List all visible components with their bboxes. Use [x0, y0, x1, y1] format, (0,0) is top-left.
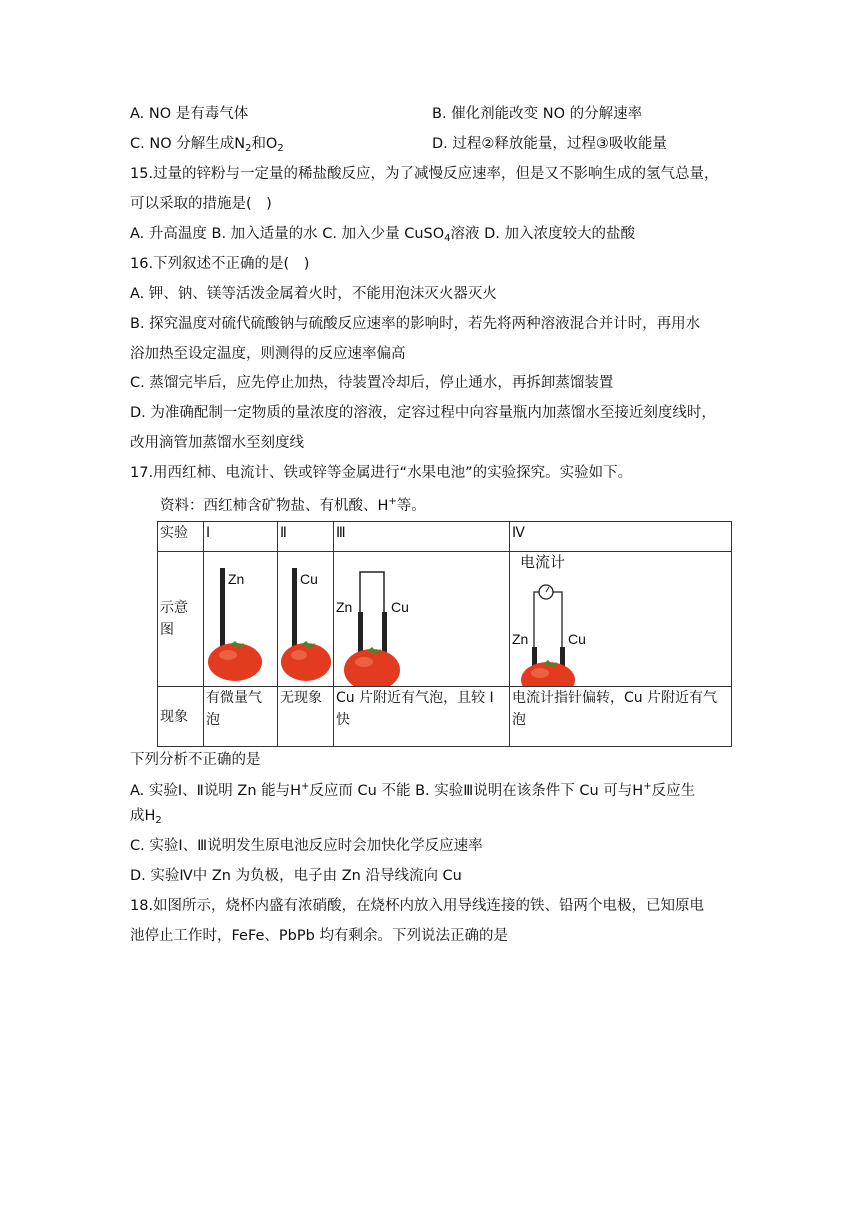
table-header-4: Ⅳ — [510, 522, 732, 552]
q17-a-pre: A. 实验Ⅰ、Ⅱ说明 Zn 能与H — [130, 783, 302, 799]
q14-option-c — [130, 134, 284, 159]
figure-4 — [510, 552, 732, 687]
label-cu: Cu — [568, 631, 586, 647]
table-header-3: Ⅲ — [334, 522, 510, 552]
q17-note-pre: 资料：西红柿含矿物盐、有机酸、H — [160, 498, 389, 514]
subscript: 2 — [155, 815, 162, 826]
label-zn: Zn — [512, 631, 529, 647]
observation-4: 电流计指针偏转，Cu 片附近有气泡 — [510, 687, 732, 747]
observation-1: 有微量气泡 — [204, 687, 278, 747]
q16-option-b-1: B. 探究温度对硫代硫酸钠与硫酸反应速率的影响时，若先将两种溶液混合并计时，再用水 — [130, 316, 701, 332]
observation-3: Cu 片附近有气泡，且较 I 快 — [334, 687, 510, 747]
q15-stem-2: 可以采取的措施是( ) — [130, 196, 272, 212]
figure-2 — [278, 552, 334, 687]
tomato-zn-cu-figure — [336, 552, 506, 686]
q17-option-b-cont — [130, 806, 162, 831]
q16-option-d-2: 改用滴管加蒸馏水至刻度线 — [130, 435, 304, 451]
label-meter: 电流计 — [520, 554, 566, 571]
q17-option-a-b — [130, 777, 695, 801]
q15-opt-post: 溶液 D. 加入浓度较大的盐酸 — [450, 226, 636, 242]
figure-1 — [204, 552, 278, 687]
q17-ask: 下列分析不正确的是 — [130, 752, 261, 768]
q14-c-mid: 和O — [251, 136, 278, 152]
q18-stem-2: 池停止工作时，FeFe、PbPb 均有剩余。下列说法正确的是 — [130, 928, 508, 944]
q16-stem: 16.下列叙述不正确的是( ) — [130, 256, 310, 272]
table-row-diagram-label: 示意图 — [158, 552, 204, 687]
q14-option-a: A. NO 是有毒气体 — [130, 106, 249, 122]
subscript: 4 — [444, 233, 451, 244]
q15-stem-1: 15.过量的锌粉与一定量的稀盐酸反应，为了减慢反应速率，但是又不影响生成的氢气总量， — [130, 166, 719, 182]
subscript: 2 — [277, 143, 284, 154]
q17-a-post: 反应而 Cu 不能 B. 实验Ⅲ说明在该条件下 Cu 可与H — [309, 783, 644, 799]
observation-2: 无现象 — [278, 687, 334, 747]
experiment-table — [157, 521, 732, 747]
superscript: + — [388, 496, 397, 507]
q17-stem: 17.用西红柿、电流计、铁或锌等金属进行“水果电池”的实验探究。实验如下。 — [130, 465, 633, 481]
q16-option-a: A. 钾、钠、镁等活泼金属着火时，不能用泡沫灭火器灭火 — [130, 286, 497, 302]
label-cu: Cu — [300, 571, 318, 587]
q15-opt-pre: A. 升高温度 B. 加入适量的水 C. 加入少量 CuSO — [130, 226, 445, 242]
table-header-2: Ⅱ — [278, 522, 334, 552]
superscript: + — [643, 781, 652, 792]
q18-stem-1: 18.如图所示，烧杯内盛有浓硝酸，在烧杯内放入用导线连接的铁、铅两个电极，已知原电 — [130, 898, 705, 914]
q14-option-b: B. 催化剂能改变 NO 的分解速率 — [432, 106, 643, 122]
superscript: + — [301, 781, 310, 792]
table-row-observation-label: 现象 — [158, 687, 204, 747]
q17-note — [160, 492, 426, 516]
subscript: 2 — [245, 143, 252, 154]
q17-note-post: 等。 — [396, 498, 426, 514]
q16-option-d-1: D. 为准确配制一定物质的量浓度的溶液，定容过程中向容量瓶内加蒸馏水至接近刻度线时， — [130, 405, 716, 421]
q15-options — [130, 224, 635, 249]
q14-option-d: D. 过程②释放能量，过程③吸收能量 — [432, 136, 667, 152]
q17-a-post2: 反应生 — [651, 783, 696, 799]
q17-b-cont: 成H — [130, 808, 156, 824]
q16-option-c: C. 蒸馏完毕后，应先停止加热，待装置冷却后，停止通水，再拆卸蒸馏装置 — [130, 375, 614, 391]
q17-option-d: D. 实验Ⅳ中 Zn 为负极，电子由 Zn 沿导线流向 Cu — [130, 868, 462, 884]
label-cu: Cu — [391, 599, 409, 615]
table-header-1: Ⅰ — [204, 522, 278, 552]
figure-3 — [334, 552, 510, 687]
label-zn: Zn — [228, 571, 245, 587]
table-header-experiment: 实验 — [158, 522, 204, 552]
q16-option-b-2: 浴加热至设定温度，则测得的反应速率偏高 — [130, 346, 406, 362]
label-zn: Zn — [336, 599, 353, 615]
q17-option-c: C. 实验Ⅰ、Ⅲ说明发生原电池反应时会加快化学反应速率 — [130, 838, 483, 854]
q14-c-pre: C. NO 分解生成N — [130, 136, 246, 152]
